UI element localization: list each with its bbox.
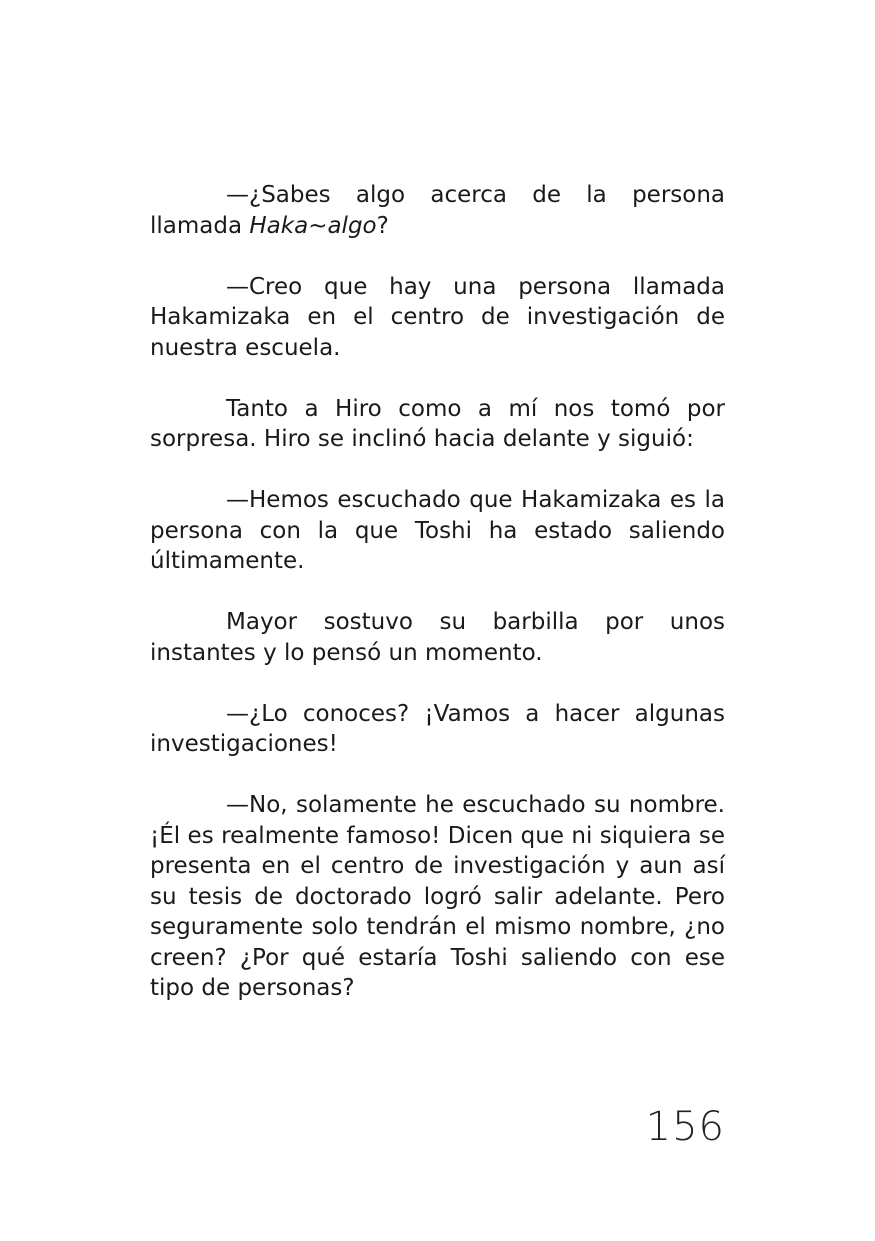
paragraph-7: —No, solamente he escuchado su nombre. ¡Él es realmente famoso! Dicen que ni siquiera se presenta en el centro de investigación y aun así su tesis de doctorado logró salir adelante. Pero seguramente solo tendrán el mismo nombre, ¿no creen? ¿Por qué estaría Toshi saliendo con ese tipo de personas? [150,792,725,1001]
page-number: 156 [645,1104,725,1150]
paragraph-1-lead: —¿Sabes algo acerca de la persona llamada [150,182,725,239]
paragraph-6: —¿Lo conoces? ¡Vamos a hacer algunas investigaciones! [150,700,725,757]
paragraph-2: —Creo que hay una persona llamada Hakamizaka en el centro de investigación de nuestra escuela. [150,273,725,361]
paragraph-4: —Hemos escuchado que Hakamizaka es la persona con la que Toshi ha estado saliendo últimamente. [150,487,725,574]
paragraph-1 [150,180,725,241]
paragraph-1-italic-name: Haka~algo [249,212,377,239]
paragraph-5: Mayor sostuvo su barbilla por unos instantes y lo pensó un momento. [150,609,725,666]
paragraph-1-tail: ? [376,212,389,239]
paragraph-3: Tanto a Hiro como a mí nos tomó por sorpresa. Hiro se inclinó hacia delante y siguió: [150,395,725,452]
page-body [150,180,725,1034]
